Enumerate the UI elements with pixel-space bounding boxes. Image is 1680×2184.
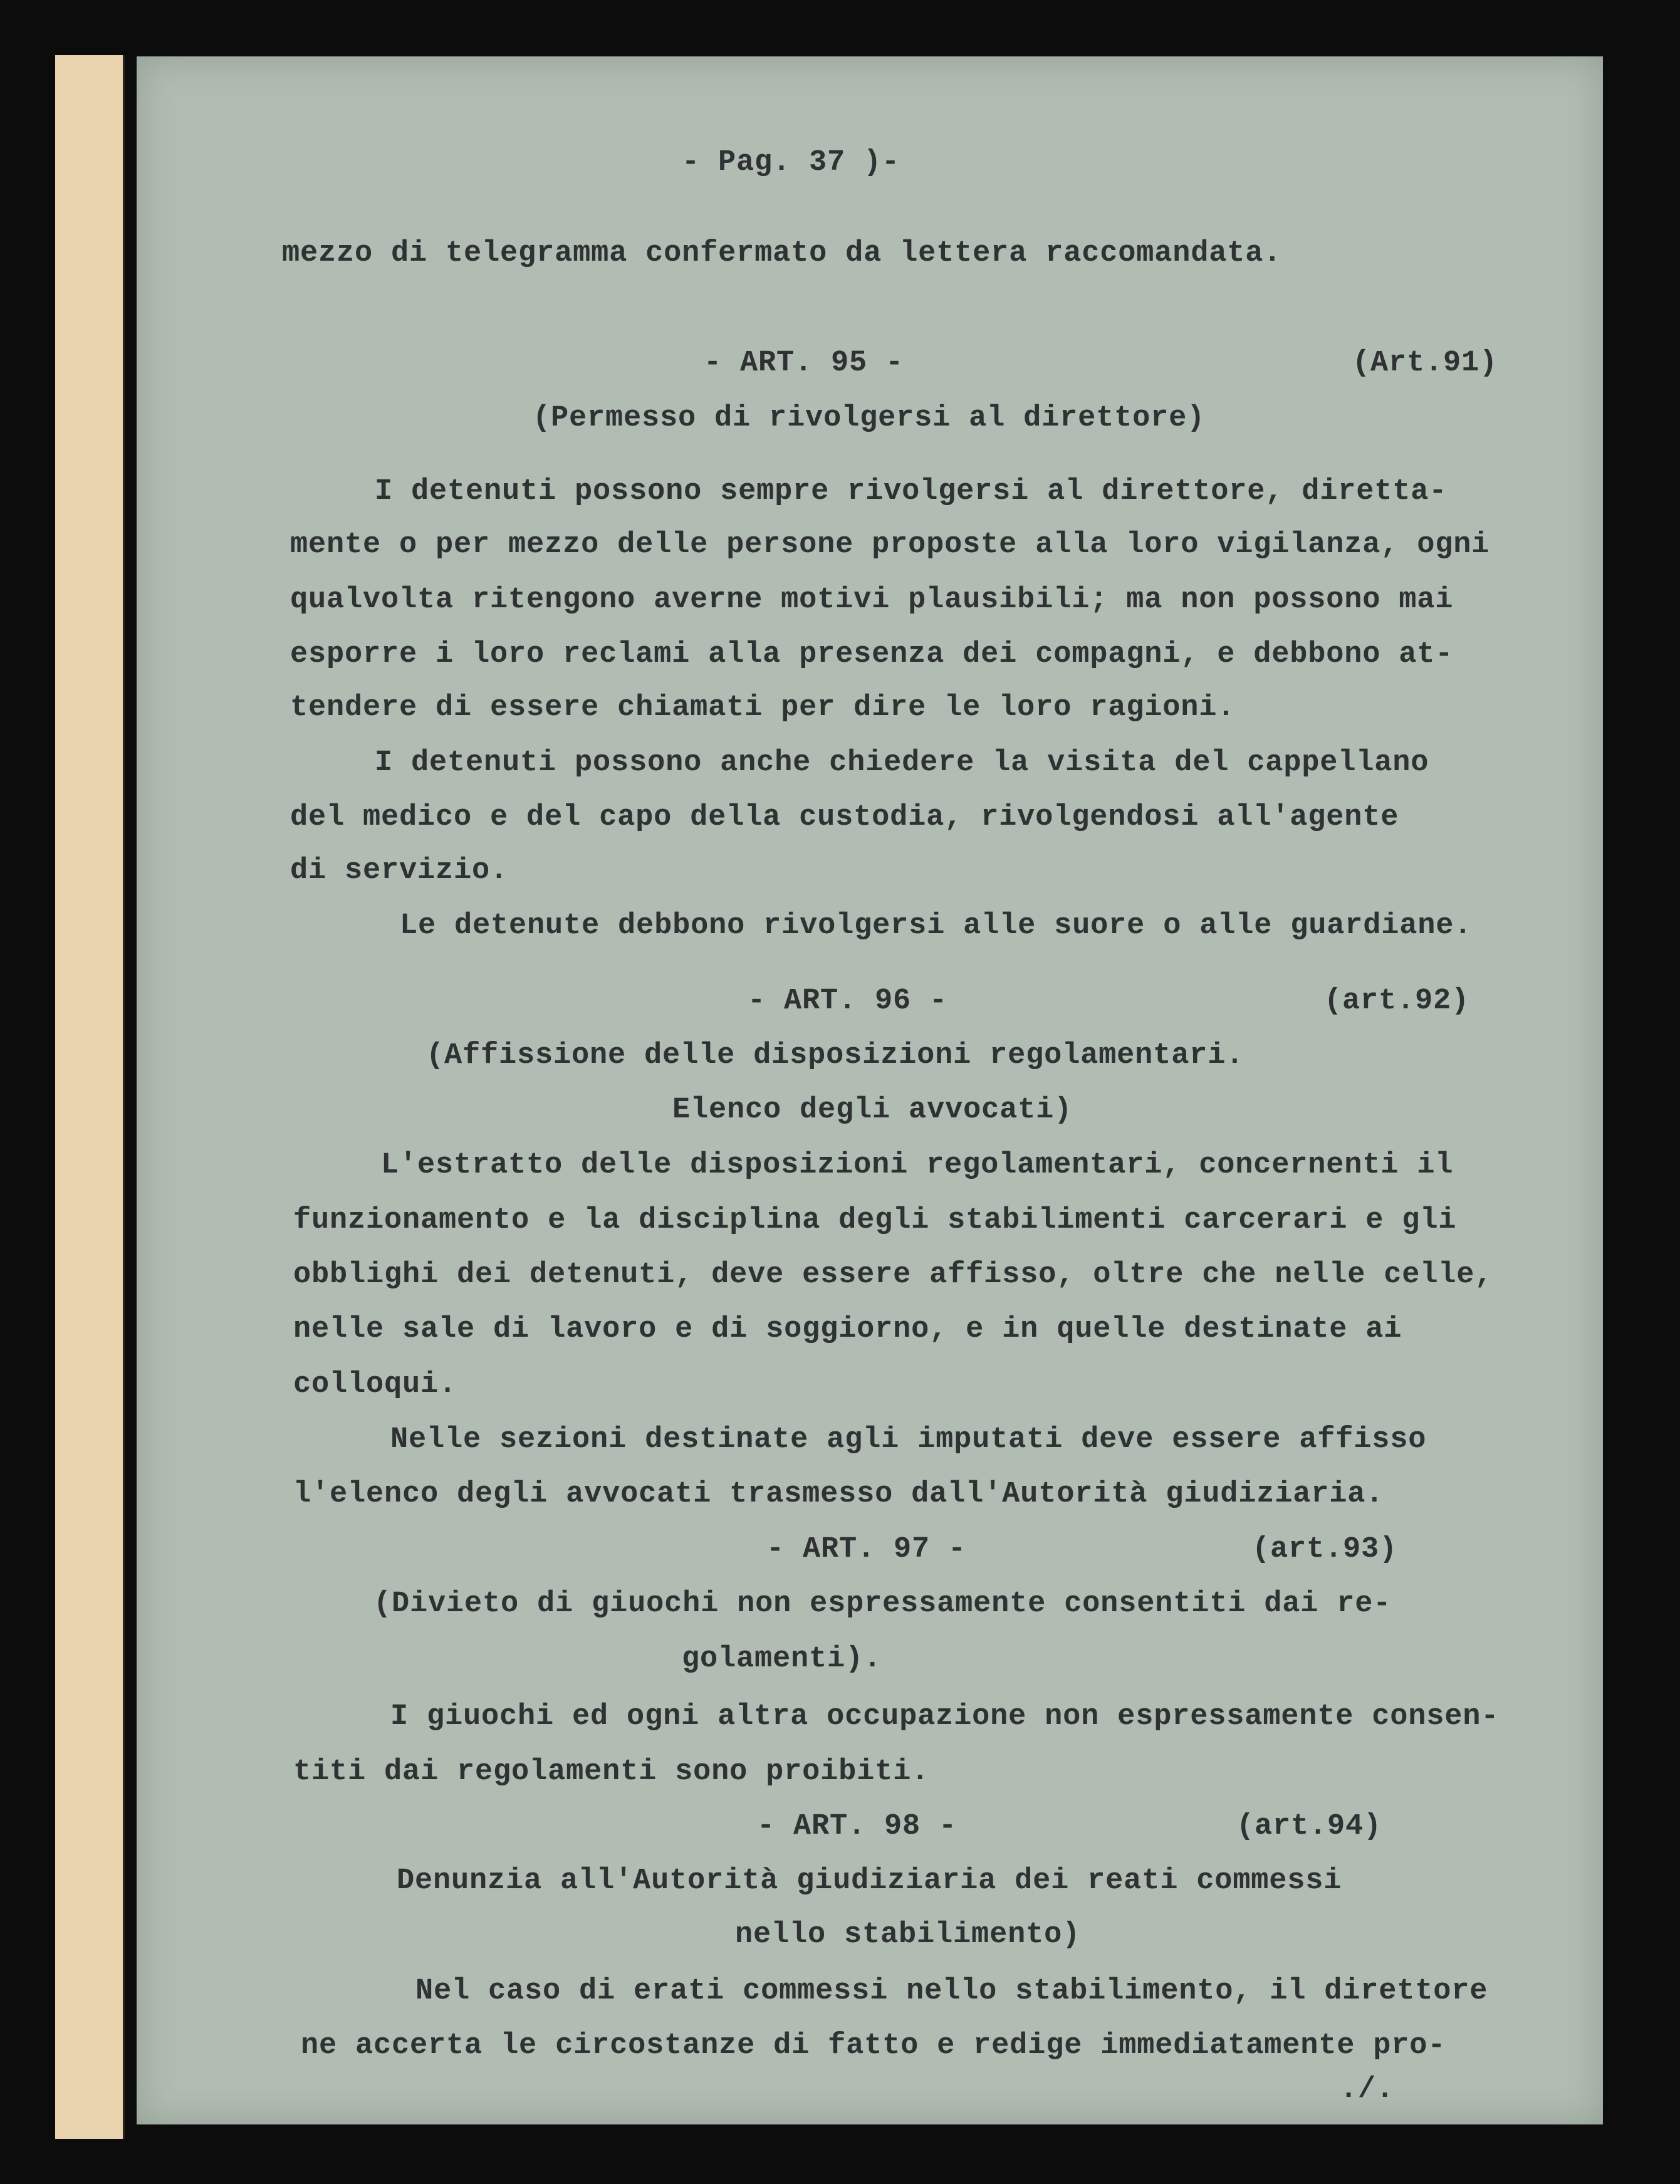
body-line: titi dai regolamenti sono proibiti. <box>293 1755 930 1789</box>
body-line: funzionamento e la disciplina degli stabilimenti carcerari e gli <box>293 1204 1457 1237</box>
binding-strip <box>55 55 125 2139</box>
article-number: - ART. 98 - <box>757 1810 957 1843</box>
page-header: - Pag. 37 )- <box>682 146 900 179</box>
article-reference: (art.92) <box>1324 985 1470 1018</box>
body-line: Nelle sezioni destinate agli imputati deve essere affisso <box>390 1423 1427 1456</box>
article-title: (Divieto di giuochi non espressamente consentiti dai re- <box>373 1587 1392 1621</box>
continuation-mark: ./. <box>1340 2073 1395 2106</box>
article-title: (Affissione delle disposizioni regolamentari. <box>426 1039 1244 1072</box>
article-reference: (Art.91) <box>1352 347 1498 380</box>
body-line: ne accerta le circostanze di fatto e redige immediatamente pro- <box>301 2029 1446 2062</box>
article-reference: (art.93) <box>1252 1533 1398 1566</box>
article-number: - ART. 96 - <box>748 985 948 1018</box>
body-line: colloqui. <box>293 1368 457 1401</box>
body-line: obblighi dei detenuti, deve essere affisso, oltre che nelle celle, <box>293 1258 1493 1292</box>
body-line: del medico e del capo della custodia, rivolgendosi all'agente <box>290 801 1399 834</box>
article-title: nello stabilimento) <box>735 1918 1081 1951</box>
body-line: Nel caso di erati commessi nello stabilimento, il direttore <box>415 1975 1488 2008</box>
body-line: qualvolta ritengono averne motivi plausibili; ma non possono mai <box>290 583 1454 617</box>
typewritten-page <box>137 56 1603 2124</box>
body-line: Le detenute debbono rivolgersi alle suore o alle guardiane. <box>400 909 1473 943</box>
article-number: - ART. 95 - <box>704 347 904 380</box>
article-title: Denunzia all'Autorità giudiziaria dei reati commessi <box>397 1864 1342 1898</box>
body-line: esporre i loro reclami alla presenza dei compagni, e debbono at- <box>290 638 1454 671</box>
intro-line: mezzo di telegramma confermato da lettera raccomandata. <box>282 237 1282 270</box>
article-title: (Permesso di rivolgersi al direttore) <box>533 402 1206 435</box>
body-line: nelle sale di lavoro e di soggiorno, e in quelle destinate ai <box>293 1313 1402 1346</box>
body-line: tendere di essere chiamati per dire le loro ragioni. <box>290 691 1236 724</box>
body-line: di servizio. <box>290 854 509 887</box>
body-line: I giuochi ed ogni altra occupazione non espressamente consen- <box>390 1700 1500 1733</box>
article-title: golamenti). <box>682 1643 882 1676</box>
article-title: Elenco degli avvocati) <box>672 1094 1073 1127</box>
body-line: I detenuti possono sempre rivolgersi al direttore, diretta- <box>375 475 1448 508</box>
body-line: I detenuti possono anche chiedere la visita del cappellano <box>375 746 1429 780</box>
body-line: mente o per mezzo delle persone proposte alla loro vigilanza, ogni <box>290 528 1490 562</box>
body-line: l'elenco degli avvocati trasmesso dall'Autorità giudiziaria. <box>293 1478 1384 1511</box>
article-number: - ART. 97 - <box>766 1533 967 1566</box>
article-reference: (art.94) <box>1236 1810 1382 1843</box>
body-line: L'estratto delle disposizioni regolamentari, concernenti il <box>381 1149 1454 1182</box>
